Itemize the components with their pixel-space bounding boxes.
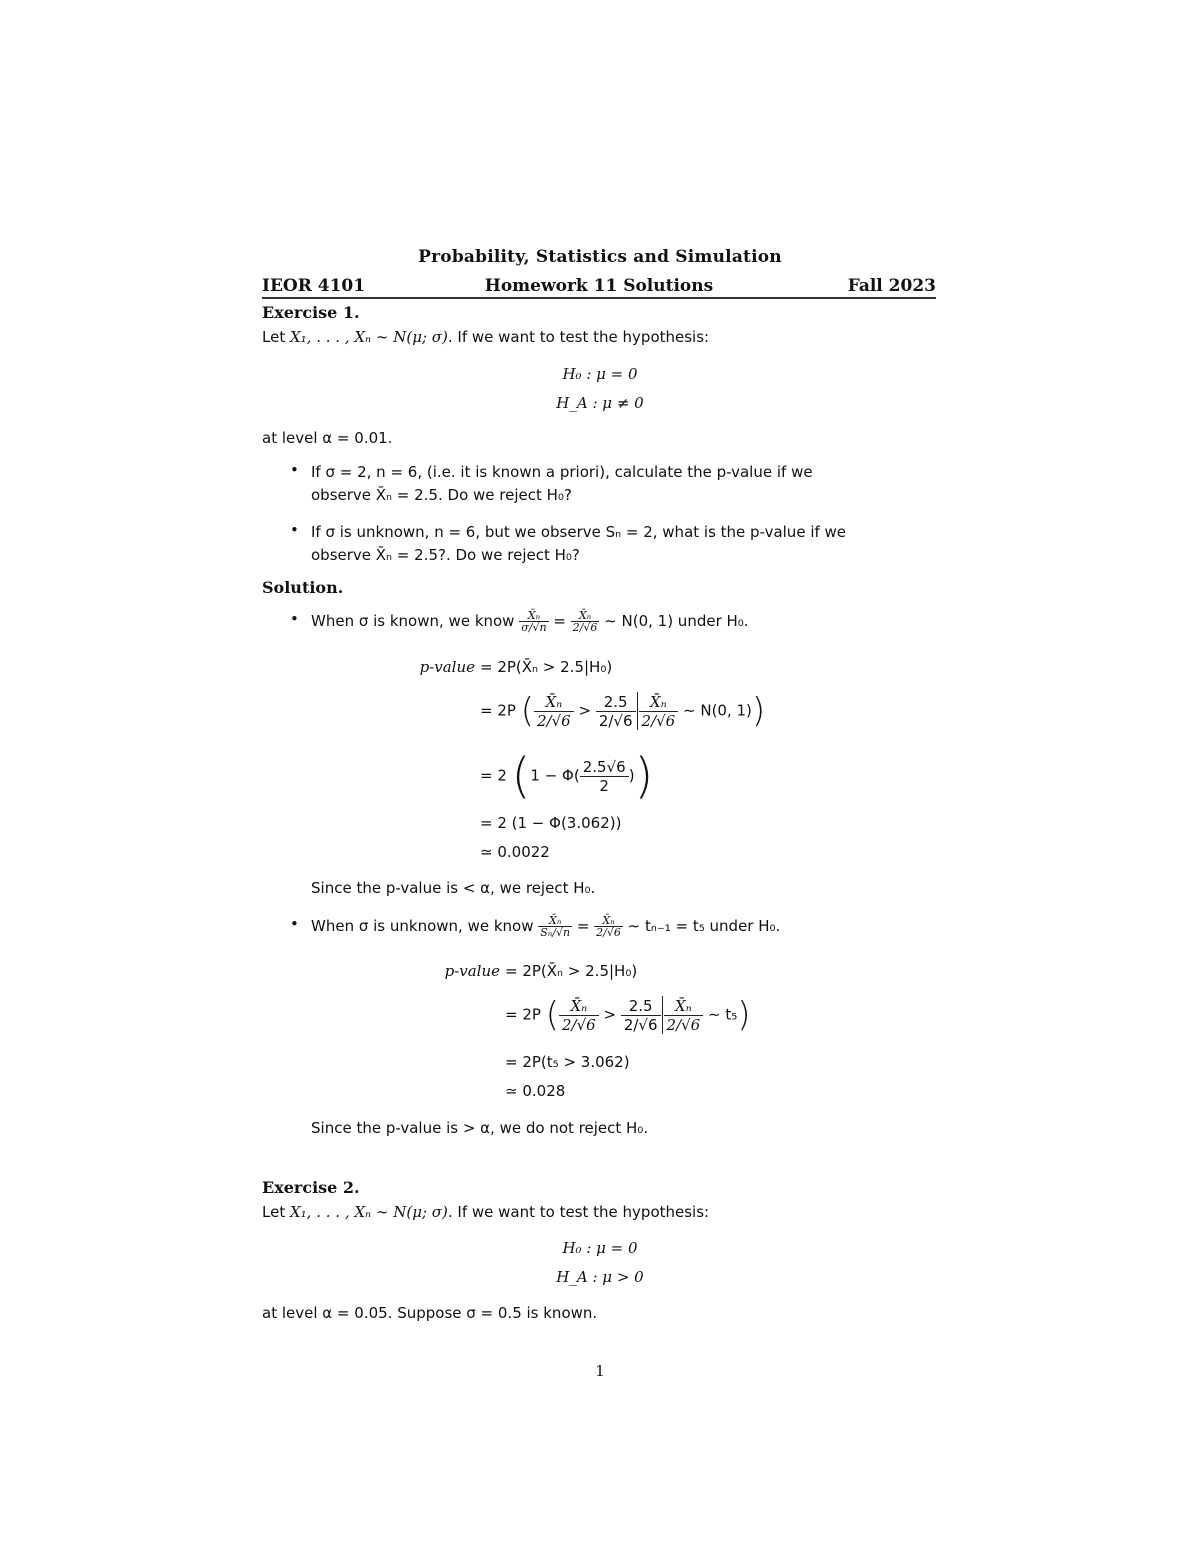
phi-prefix: 1 − Φ( — [530, 766, 580, 785]
bullet-icon: • — [290, 610, 299, 628]
fraction — [639, 693, 679, 730]
intro-vars: X₁, . . . , Xₙ ∼ N(μ; σ) — [289, 1203, 448, 1221]
unknown-intro-line: When σ is unknown, we know $\frac{\text{X̄ₙ}}{\text{Sₙ/√n}}$ = $\frac{\text{X̄ₙ}}{2/√6}$ ∼ tₙ₋₁ = t₅ under H₀. — [311, 914, 781, 939]
bullet-icon: • — [290, 915, 299, 933]
right-paren: ) — [634, 748, 654, 804]
denominator: 2/√6 — [598, 711, 633, 730]
known-conclusion: Since the p-value is < α, we reject H₀. — [311, 879, 596, 897]
numerator: X̄ₙ — [559, 997, 599, 1016]
denominator: Sₙ/√n — [540, 926, 571, 939]
numerator: 2.5√6 — [580, 758, 629, 777]
fraction — [664, 997, 704, 1034]
course-code: IEOR 4101 — [262, 276, 366, 296]
term: Fall 2023 — [847, 276, 936, 296]
denominator: 2/√6 — [572, 621, 598, 634]
fraction — [621, 997, 661, 1034]
exercise-1-heading: Exercise 1. — [262, 303, 360, 322]
unknown-step-2 — [505, 996, 751, 1034]
significance-level: at level α = 0.05. Suppose σ = 0.5 is known. — [262, 1304, 598, 1322]
known-step-5: ≃ 0.0022 — [480, 843, 550, 861]
header-row — [262, 275, 936, 299]
page-number: 1 — [595, 1362, 605, 1380]
known-step-3 — [480, 748, 654, 804]
fraction — [559, 997, 599, 1034]
unknown-intro-prefix: When σ is unknown, we know — [311, 917, 534, 935]
known-intro-line: When σ is known, we know $\frac{\text{X̄ₙ}}{\sigma/√n}$ = $\frac{\text{X̄ₙ}}{2/√6}$ ∼ N(0, 1) under H₀. — [311, 609, 749, 634]
numerator: X̄ₙ — [594, 915, 623, 927]
step-tail: ∼ t₅ — [708, 1005, 738, 1024]
phi-suffix: ) — [628, 766, 635, 785]
fraction — [538, 915, 572, 938]
unknown-step-4: ≃ 0.028 — [505, 1082, 566, 1100]
null-hypothesis: H₀ : μ = 0 — [562, 1239, 638, 1257]
pvalue-label: p-value — [444, 962, 500, 980]
known-step-1: = 2P(X̄ₙ > 2.5|H₀) — [480, 658, 613, 676]
intro-suffix: . If we want to test the hypothesis: — [447, 1203, 710, 1221]
unknown-step-3: = 2P(t₅ > 3.062) — [505, 1053, 630, 1071]
assignment-title: Homework 11 Solutions — [484, 276, 714, 296]
numerator: X̄ₙ — [664, 997, 704, 1016]
bullet-icon: • — [290, 461, 299, 479]
unknown-step-1: = 2P(X̄ₙ > 2.5|H₀) — [505, 962, 638, 980]
question-1-line-1: If σ = 2, n = 6, (i.e. it is known a priori), calculate the p-value if we — [311, 463, 813, 481]
fraction — [534, 693, 574, 730]
denominator: 2 — [599, 776, 609, 795]
gt-sign: > — [578, 701, 592, 720]
numerator: X̄ₙ — [571, 610, 600, 622]
right-paren: ) — [737, 995, 751, 1035]
pvalue-label: p-value — [419, 658, 475, 676]
numerator: 2.5 — [621, 997, 661, 1016]
step-prefix: = 2 — [480, 766, 507, 785]
intro-prefix: Let — [262, 328, 290, 346]
step-tail: ∼ N(0, 1) — [683, 701, 752, 720]
numerator: 2.5 — [596, 693, 636, 712]
left-paren: ( — [545, 995, 559, 1035]
fraction — [580, 758, 629, 795]
known-intro-prefix: When σ is known, we know — [311, 612, 515, 630]
numerator: X̄ₙ — [519, 610, 548, 622]
known-step-4: = 2 (1 − Φ(3.062)) — [480, 814, 622, 832]
left-paren: ( — [520, 691, 534, 731]
denominator: 2/√6 — [641, 711, 676, 730]
intro-vars: X₁, . . . , Xₙ ∼ N(μ; σ) — [289, 328, 448, 346]
numerator: X̄ₙ — [639, 693, 679, 712]
exercise-2-intro — [262, 1201, 709, 1223]
solution-heading: Solution. — [262, 578, 344, 597]
step-prefix: = 2P — [505, 1005, 541, 1024]
numerator: X̄ₙ — [538, 915, 572, 927]
course-title: Probability, Statistics and Simulation — [418, 247, 782, 267]
significance-level: at level α = 0.01. — [262, 429, 393, 447]
exercise-2-heading: Exercise 2. — [262, 1178, 360, 1197]
fraction — [594, 915, 623, 938]
known-step-2 — [480, 692, 765, 730]
null-hypothesis: H₀ : μ = 0 — [562, 365, 638, 383]
fraction — [596, 693, 636, 730]
denominator: 2/√6 — [666, 1015, 701, 1034]
gt-sign: > — [603, 1005, 617, 1024]
bullet-icon: • — [290, 521, 299, 539]
step-prefix: = 2P — [480, 701, 516, 720]
fraction — [571, 610, 600, 633]
alt-hypothesis: H_A : μ > 0 — [556, 1268, 644, 1286]
exercise-1-intro — [262, 326, 709, 348]
intro-prefix: Let — [262, 1203, 290, 1221]
fraction — [519, 610, 548, 633]
question-2-line-2: observe X̄ₙ = 2.5?. Do we reject H₀? — [311, 546, 580, 564]
right-paren: ) — [751, 691, 766, 731]
left-paren: ( — [511, 748, 531, 804]
conditional-bar — [662, 996, 663, 1034]
known-intro-suffix: ∼ N(0, 1) under H₀. — [604, 612, 749, 630]
question-1-line-2: observe X̄ₙ = 2.5. Do we reject H₀? — [311, 486, 572, 504]
denominator: 2/√6 — [596, 926, 621, 939]
unknown-conclusion: Since the p-value is > α, we do not reject H₀. — [311, 1119, 649, 1137]
denominator: σ/√n — [521, 621, 547, 634]
intro-suffix: . If we want to test the hypothesis: — [447, 328, 710, 346]
numerator: X̄ₙ — [534, 693, 574, 712]
question-2-line-1: If σ is unknown, n = 6, but we observe Sₙ = 2, what is the p-value if we — [311, 523, 847, 541]
denominator: 2/√6 — [561, 1015, 596, 1034]
denominator: 2/√6 — [623, 1015, 658, 1034]
unknown-intro-suffix: ∼ tₙ₋₁ = t₅ under H₀. — [627, 917, 781, 935]
denominator: 2/√6 — [536, 711, 571, 730]
conditional-bar — [637, 692, 638, 730]
alt-hypothesis: H_A : μ ≠ 0 — [556, 394, 644, 412]
